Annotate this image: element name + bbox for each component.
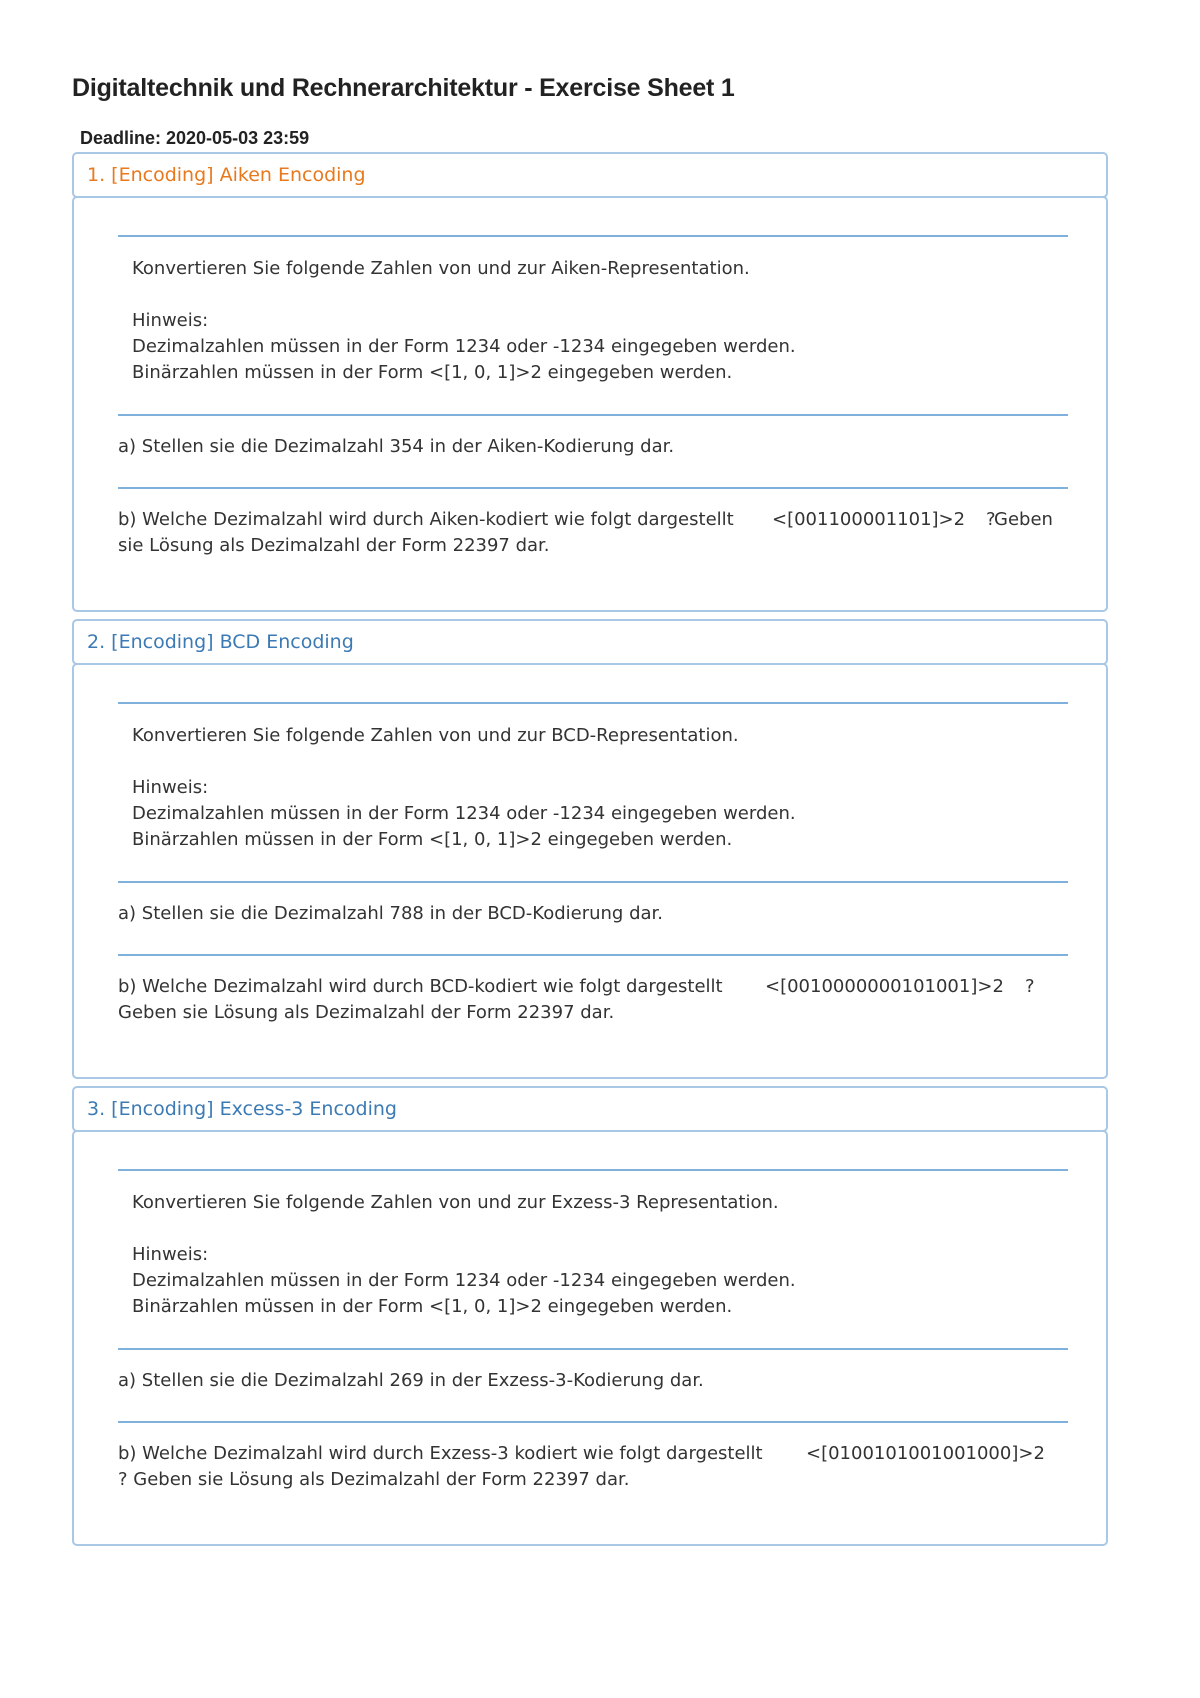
question-b-binary: <[0100101001001000]>2: [806, 1443, 1045, 1464]
divider: [118, 414, 1068, 416]
question-a: a) Stellen sie die Dezimalzahl 354 in der Aiken-Kodierung dar.: [118, 436, 675, 457]
hint-label: Hinweis:: [132, 777, 209, 798]
exercise-title: 2. [Encoding] BCD Encoding: [87, 631, 354, 653]
divider: [118, 487, 1068, 489]
hint-label: Hinweis:: [132, 310, 209, 331]
question-b-continuation: ? Geben sie Lösung als Dezimalzahl der Form 22397 dar.: [118, 1469, 630, 1490]
hint-binary: Binärzahlen müssen in der Form <[1, 0, 1]>2 eingegeben werden.: [132, 1296, 733, 1317]
divider: [118, 881, 1068, 883]
exercise-body: [72, 196, 1108, 612]
question-b-text: b) Welche Dezimalzahl wird durch Aiken-kodiert wie folgt dargestellt: [118, 509, 734, 530]
divider: [118, 1169, 1068, 1171]
divider: [118, 1421, 1068, 1423]
intro-text: Konvertieren Sie folgende Zahlen von und zur Exzess-3 Representation.: [132, 1192, 779, 1213]
question-b-binary: <[0010000000101001]>2: [765, 976, 1004, 997]
intro-text: Konvertieren Sie folgende Zahlen von und zur Aiken-Representation.: [132, 258, 750, 279]
question-b: [118, 1443, 763, 1464]
question-b-text: b) Welche Dezimalzahl wird durch BCD-kodiert wie folgt dargestellt: [118, 976, 723, 997]
question-b-mark: ?: [986, 509, 996, 530]
deadline: Deadline: 2020-05-03 23:59: [80, 128, 310, 148]
exercise-header: [72, 619, 1108, 665]
exercise-title: 3. [Encoding] Excess-3 Encoding: [87, 1098, 397, 1120]
intro-text: Konvertieren Sie folgende Zahlen von und zur BCD-Representation.: [132, 725, 739, 746]
exercise-header: [72, 152, 1108, 198]
exercise-body: [72, 663, 1108, 1079]
exercise-header: [72, 1086, 1108, 1132]
question-b-continuation: sie Lösung als Dezimalzahl der Form 22397 dar.: [118, 535, 550, 556]
divider: [118, 702, 1068, 704]
question-a: a) Stellen sie die Dezimalzahl 788 in der BCD-Kodierung dar.: [118, 903, 663, 924]
divider: [118, 235, 1068, 237]
exercise-1: [72, 152, 1108, 556]
hint-binary: Binärzahlen müssen in der Form <[1, 0, 1]>2 eingegeben werden.: [132, 362, 733, 383]
question-b-mark: ?: [1025, 976, 1035, 997]
hint-decimal: Dezimalzahlen müssen in der Form 1234 oder -1234 eingegeben werden.: [132, 803, 796, 824]
question-b: [118, 509, 734, 530]
question-b-continuation: Geben sie Lösung als Dezimalzahl der Form 22397 dar.: [118, 1002, 615, 1023]
question-b-binary: <[001100001101]>2: [772, 509, 966, 530]
question-a: a) Stellen sie die Dezimalzahl 269 in der Exzess-3-Kodierung dar.: [118, 1370, 704, 1391]
page-title: Digitaltechnik und Rechnerarchitektur - Exercise Sheet 1: [72, 74, 735, 102]
divider: [118, 1348, 1068, 1350]
hint-binary: Binärzahlen müssen in der Form <[1, 0, 1]>2 eingegeben werden.: [132, 829, 733, 850]
exercise-body: [72, 1130, 1108, 1546]
exercise-2: [72, 619, 1108, 1023]
question-b-text: b) Welche Dezimalzahl wird durch Exzess-3 kodiert wie folgt dargestellt: [118, 1443, 763, 1464]
hint-decimal: Dezimalzahlen müssen in der Form 1234 oder -1234 eingegeben werden.: [132, 336, 796, 357]
hint-label: Hinweis:: [132, 1244, 209, 1265]
question-b: [118, 976, 723, 997]
hint-decimal: Dezimalzahlen müssen in der Form 1234 oder -1234 eingegeben werden.: [132, 1270, 796, 1291]
exercise-title: 1. [Encoding] Aiken Encoding: [87, 164, 366, 186]
divider: [118, 954, 1068, 956]
exercise-3: [72, 1086, 1108, 1490]
question-b-tail: Geben: [994, 509, 1053, 530]
